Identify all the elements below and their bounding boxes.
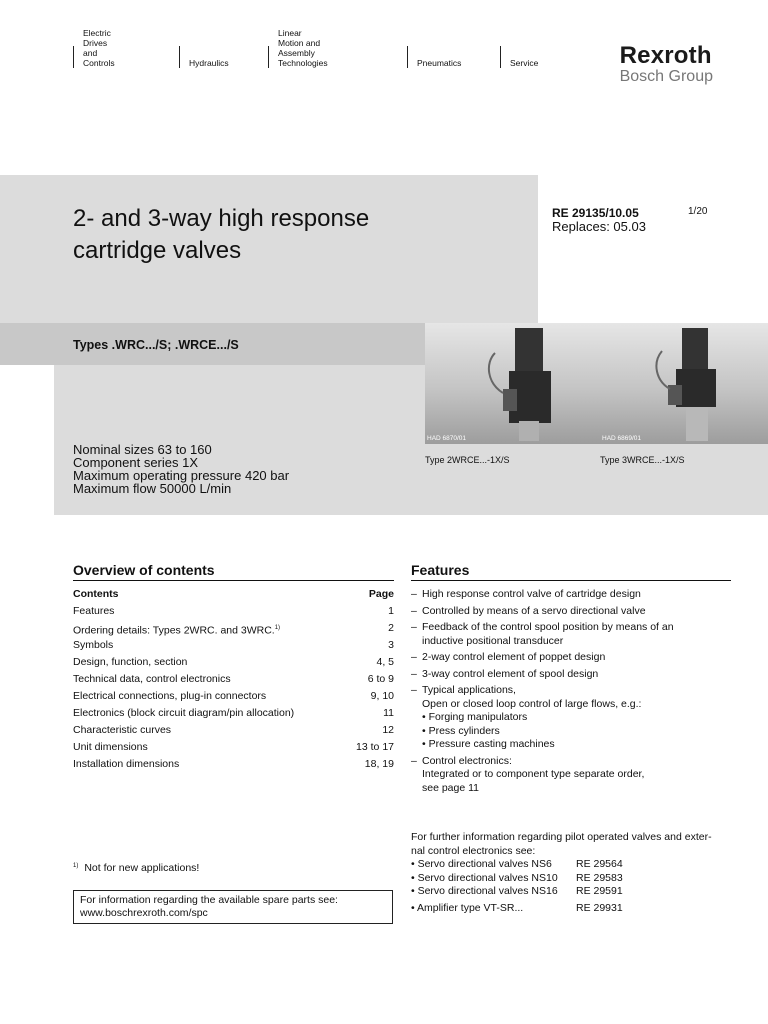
spec-item: Maximum operating pressure 420 bar xyxy=(73,468,290,483)
photo-code: HAD 6869/01 xyxy=(602,435,642,442)
toc-page: 11 xyxy=(383,707,394,719)
page-title: 2- and 3-way high response cartridge valves xyxy=(73,205,370,264)
reference-row: • Amplifier type VT-SR... RE 29931 xyxy=(411,901,623,914)
toc-page: 9, 10 xyxy=(370,690,394,702)
features-list xyxy=(411,588,731,798)
photo-caption: Type 3WRCE...-1X/S xyxy=(600,455,685,465)
toc-label: Electronics (block circuit diagram/pin allocation) xyxy=(73,707,295,719)
further-intro: nal control electronics see: xyxy=(411,844,536,857)
toc-row[interactable] xyxy=(73,656,394,673)
features-heading: Features xyxy=(411,562,731,581)
further-intro: For further information regarding pilot operated valves and exter- xyxy=(411,831,712,843)
toc-page: 3 xyxy=(388,639,394,651)
feature-item: – High response control valve of cartridge design xyxy=(411,588,641,600)
nav-item-pneumatics[interactable]: Pneumatics xyxy=(407,46,461,68)
toc-row[interactable] xyxy=(73,639,394,656)
spec-list xyxy=(73,443,289,495)
reference-link[interactable]: RE 29564 xyxy=(576,858,623,870)
toc-label: Ordering details: Types 2WRC. and 3WRC.$^{1)}$ xyxy=(73,624,281,637)
spec-item: Nominal sizes 63 to 160 xyxy=(73,442,212,457)
brand-sub: Bosch Group xyxy=(619,68,713,85)
feature-item: – Typical applications, Open or closed loop control of large flows, e.g.: • Forging manipulators • Press cylinders • Pressure casting machines xyxy=(411,684,642,750)
replaces-note: Replaces: 05.03 xyxy=(552,219,646,234)
toc-label: Installation dimensions xyxy=(73,758,180,770)
toc-row[interactable] xyxy=(73,622,394,639)
toc-row[interactable] xyxy=(73,724,394,741)
toc-row[interactable] xyxy=(73,673,394,690)
photo-code: HAD 6870/01 xyxy=(427,435,467,442)
spare-parts-link[interactable]: www.boschrexroth.com/spc xyxy=(80,907,208,919)
toc-page: 1 xyxy=(388,605,394,617)
doc-number: RE 29135/10.05 xyxy=(552,206,639,220)
page-number: 1/20 xyxy=(688,206,708,217)
toc-label: Features xyxy=(73,605,115,617)
table-of-contents xyxy=(73,588,394,775)
reference-link[interactable]: RE 29583 xyxy=(576,871,623,884)
types-label: Types .WRC.../S; .WRCE.../S xyxy=(73,338,239,352)
toc-label: Unit dimensions xyxy=(73,741,148,753)
nav-item-electric-drives[interactable]: Electric Drives and Controls xyxy=(73,46,115,68)
toc-label: Electrical connections, plug-in connectors xyxy=(73,690,267,702)
valve-photo-2wrce xyxy=(425,323,600,444)
toc-col-contents: Contents xyxy=(73,588,119,600)
nav-item-linear-motion[interactable]: Linear Motion and Assembly Technologies xyxy=(268,46,328,68)
toc-page: 12 xyxy=(382,724,394,736)
valve-illustration-icon xyxy=(425,323,600,444)
nav-item-service[interactable]: Service xyxy=(500,46,538,68)
feature-item: – Feedback of the control spool position by means of an inductive positional transducer xyxy=(411,621,674,647)
spare-parts-text: For information regarding the available spare parts see: xyxy=(80,894,338,906)
spare-parts-box xyxy=(73,890,393,924)
toc-row[interactable] xyxy=(73,690,394,707)
toc-label: Design, function, section xyxy=(73,656,188,668)
reference-row: • Servo directional valves NS6 RE 29564 xyxy=(411,858,623,870)
toc-col-page: Page xyxy=(368,588,394,600)
toc-row[interactable] xyxy=(73,707,394,724)
valve-illustration-icon xyxy=(600,323,768,444)
feature-item: – Control electronics: Integrated or to component type separate order, see page 11 xyxy=(411,754,645,794)
feature-item: – Controlled by means of a servo directional valve xyxy=(411,604,646,617)
feature-item: – 3-way control element of spool design xyxy=(411,667,599,680)
reference-row: • Servo directional valves NS16 RE 29591 xyxy=(411,885,623,897)
toc-page: 6 to 9 xyxy=(367,673,394,685)
valve-photo-3wrce xyxy=(600,323,768,444)
footnote: $^{1)}$ Not for new applications! xyxy=(73,862,200,874)
footnote-mark: 1) xyxy=(274,625,281,631)
toc-label: Characteristic curves xyxy=(73,724,172,736)
reference-row: • Servo directional valves NS10 RE 29583 xyxy=(411,871,623,884)
toc-header xyxy=(73,588,394,605)
reference-link[interactable]: RE 29591 xyxy=(576,885,623,897)
further-info xyxy=(411,831,731,915)
brand-logo xyxy=(620,44,713,85)
toc-row[interactable] xyxy=(73,605,394,622)
toc-page: 13 to 17 xyxy=(356,741,394,753)
brand-name: Rexroth xyxy=(619,42,712,69)
toc-row[interactable] xyxy=(73,758,394,775)
toc-page: 18, 19 xyxy=(364,758,394,770)
reference-link[interactable]: RE 29931 xyxy=(576,901,623,914)
photo-caption: Type 2WRCE...-1X/S xyxy=(425,455,510,465)
overview-heading: Overview of contents xyxy=(73,562,394,581)
toc-label: Symbols xyxy=(73,639,114,651)
feature-item: – 2-way control element of poppet design xyxy=(411,651,606,663)
spec-item: Component series 1X xyxy=(73,455,199,470)
nav-item-hydraulics[interactable]: Hydraulics xyxy=(179,46,229,68)
toc-label: Technical data, control electronics xyxy=(73,673,231,685)
toc-page: 2 xyxy=(388,622,394,634)
toc-row[interactable] xyxy=(73,741,394,758)
spec-item: Maximum flow 50000 L/min xyxy=(73,481,232,496)
toc-page: 4, 5 xyxy=(376,656,394,668)
